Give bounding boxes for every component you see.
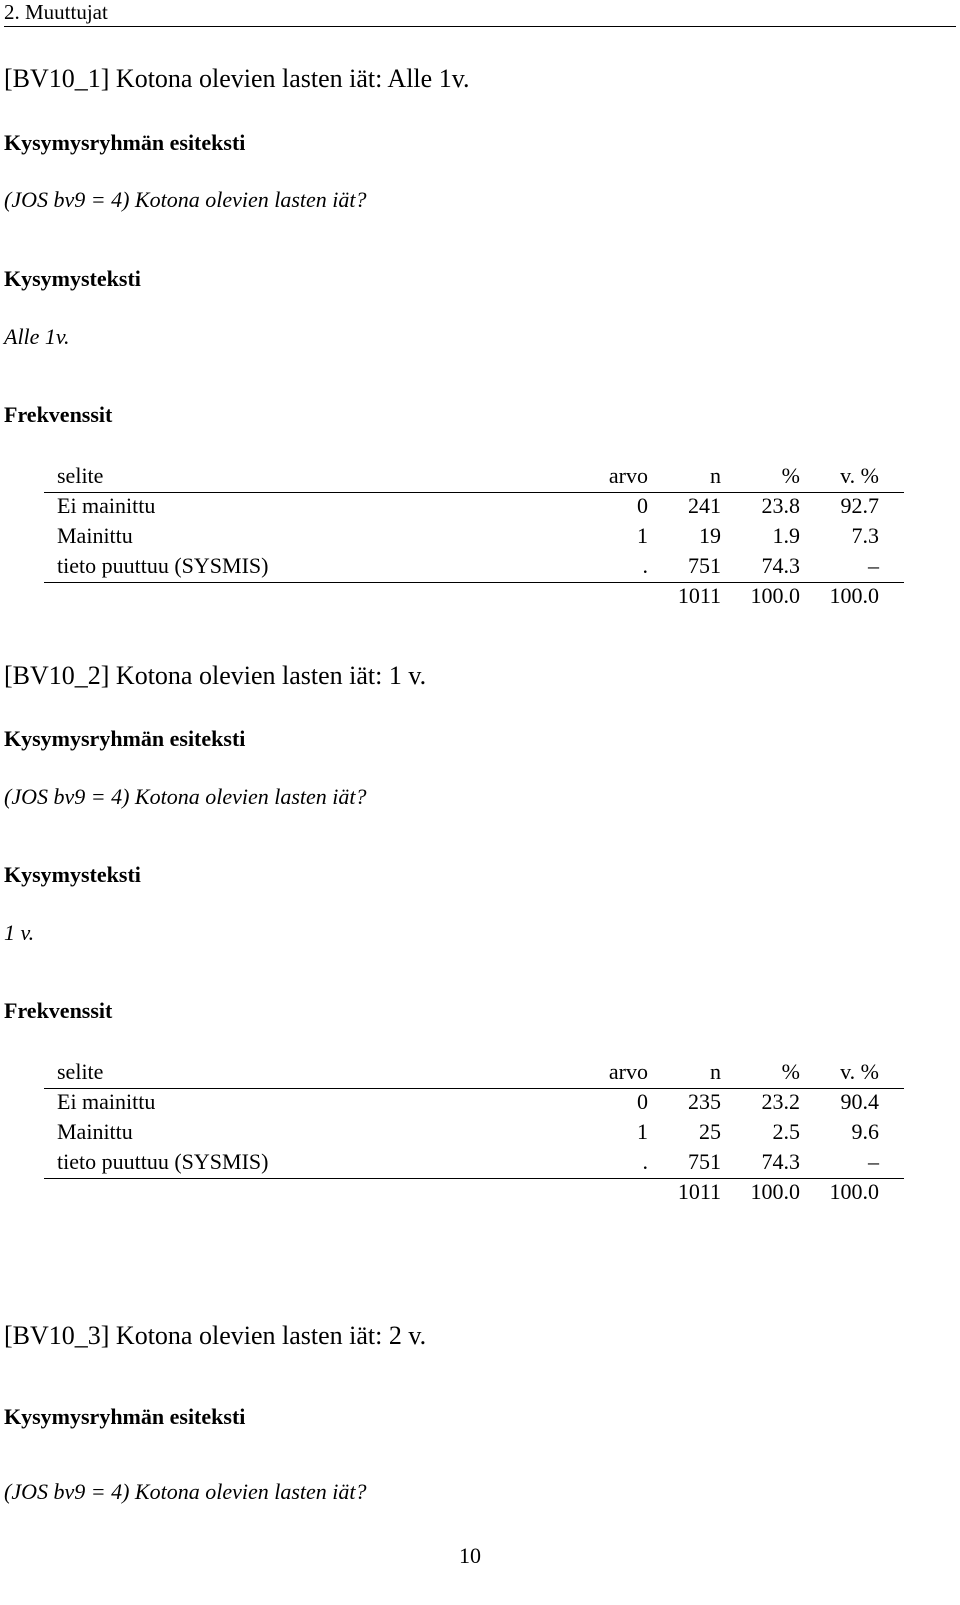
cell-vpct: 7.3 — [851, 523, 879, 548]
cell-selite: Mainittu — [57, 1119, 133, 1144]
cell-selite: Mainittu — [57, 523, 133, 548]
section-2-question-text: 1 v. — [4, 920, 35, 945]
section-1-title: [BV10_1] Kotona olevien lasten iät: Alle 1v. — [4, 64, 470, 93]
header-rule — [4, 26, 956, 27]
section-3-title: [BV10_3] Kotona olevien lasten iät: 2 v. — [4, 1321, 427, 1350]
section-1-group-text: (JOS bv9 = 4) Kotona olevien lasten iät? — [4, 187, 367, 212]
table-row — [44, 1147, 904, 1177]
cell-arvo: 0 — [637, 493, 648, 518]
section-1-question-heading: Kysymysteksti — [4, 266, 141, 291]
total-pct: 100.0 — [750, 1179, 800, 1204]
cell-n: 241 — [688, 493, 721, 518]
cell-selite: tieto puuttuu (SYSMIS) — [57, 1149, 269, 1174]
total-vpct: 100.0 — [829, 583, 879, 608]
section-2-group-text: (JOS bv9 = 4) Kotona olevien lasten iät? — [4, 784, 367, 809]
cell-arvo: 0 — [637, 1089, 648, 1114]
cell-selite: Ei mainittu — [57, 1089, 156, 1114]
section-2-question-heading: Kysymysteksti — [4, 862, 141, 887]
total-n: 1011 — [677, 583, 721, 608]
header-selite: selite — [57, 463, 104, 488]
table-header-rule — [44, 492, 904, 493]
header-vpct: v. % — [840, 463, 879, 488]
cell-pct: 23.8 — [761, 493, 800, 518]
section-1-question-text: Alle 1v. — [4, 324, 70, 349]
cell-pct: 2.5 — [772, 1119, 800, 1144]
section-2-group-text-heading: Kysymysryhmän esiteksti — [4, 726, 246, 751]
total-vpct: 100.0 — [829, 1179, 879, 1204]
cell-arvo: 1 — [637, 523, 648, 548]
cell-vpct: – — [868, 553, 879, 578]
section-1-frequencies-heading: Frekvenssit — [4, 402, 113, 427]
header-n: n — [710, 1059, 721, 1084]
cell-vpct: 92.7 — [840, 493, 879, 518]
table-row — [44, 551, 904, 581]
section-2-title: [BV10_2] Kotona olevien lasten iät: 1 v. — [4, 661, 427, 690]
cell-pct: 1.9 — [772, 523, 800, 548]
cell-n: 751 — [688, 1149, 721, 1174]
cell-pct: 23.2 — [761, 1089, 800, 1114]
cell-vpct: 9.6 — [851, 1119, 879, 1144]
section-1-group-text-heading: Kysymysryhmän esiteksti — [4, 130, 246, 155]
section-2-frequency-table — [44, 1057, 904, 1207]
table-total-row — [44, 1177, 904, 1207]
cell-vpct: – — [868, 1149, 879, 1174]
cell-selite: Ei mainittu — [57, 493, 156, 518]
cell-n: 751 — [688, 553, 721, 578]
table-row — [44, 1087, 904, 1117]
total-pct: 100.0 — [750, 583, 800, 608]
total-n: 1011 — [677, 1179, 721, 1204]
cell-vpct: 90.4 — [840, 1089, 879, 1114]
table-total-rule — [44, 582, 904, 583]
running-head: 2. Muuttujat — [4, 0, 108, 24]
cell-n: 19 — [699, 523, 721, 548]
table-header-row — [44, 461, 904, 491]
table-header-rule — [44, 1088, 904, 1089]
cell-n: 235 — [688, 1089, 721, 1114]
table-total-rule — [44, 1178, 904, 1179]
table-row — [44, 1117, 904, 1147]
section-2-frequencies-heading: Frekvenssit — [4, 998, 113, 1023]
header-arvo: arvo — [608, 463, 648, 488]
section-1-frequency-table — [44, 461, 904, 611]
cell-n: 25 — [699, 1119, 721, 1144]
cell-pct: 74.3 — [761, 553, 800, 578]
table-total-row — [44, 581, 904, 611]
table-header-row — [44, 1057, 904, 1087]
cell-arvo: . — [642, 1149, 648, 1174]
table-row — [44, 521, 904, 551]
header-pct: % — [781, 1059, 800, 1084]
section-3-group-text: (JOS bv9 = 4) Kotona olevien lasten iät? — [4, 1479, 367, 1504]
page-number: 10 — [459, 1543, 481, 1568]
table-row — [44, 491, 904, 521]
section-3-group-text-heading: Kysymysryhmän esiteksti — [4, 1404, 246, 1429]
header-n: n — [710, 463, 721, 488]
header-arvo: arvo — [608, 1059, 648, 1084]
cell-selite: tieto puuttuu (SYSMIS) — [57, 553, 269, 578]
cell-pct: 74.3 — [761, 1149, 800, 1174]
header-vpct: v. % — [840, 1059, 879, 1084]
header-pct: % — [781, 463, 800, 488]
header-selite: selite — [57, 1059, 104, 1084]
cell-arvo: . — [642, 553, 648, 578]
cell-arvo: 1 — [637, 1119, 648, 1144]
